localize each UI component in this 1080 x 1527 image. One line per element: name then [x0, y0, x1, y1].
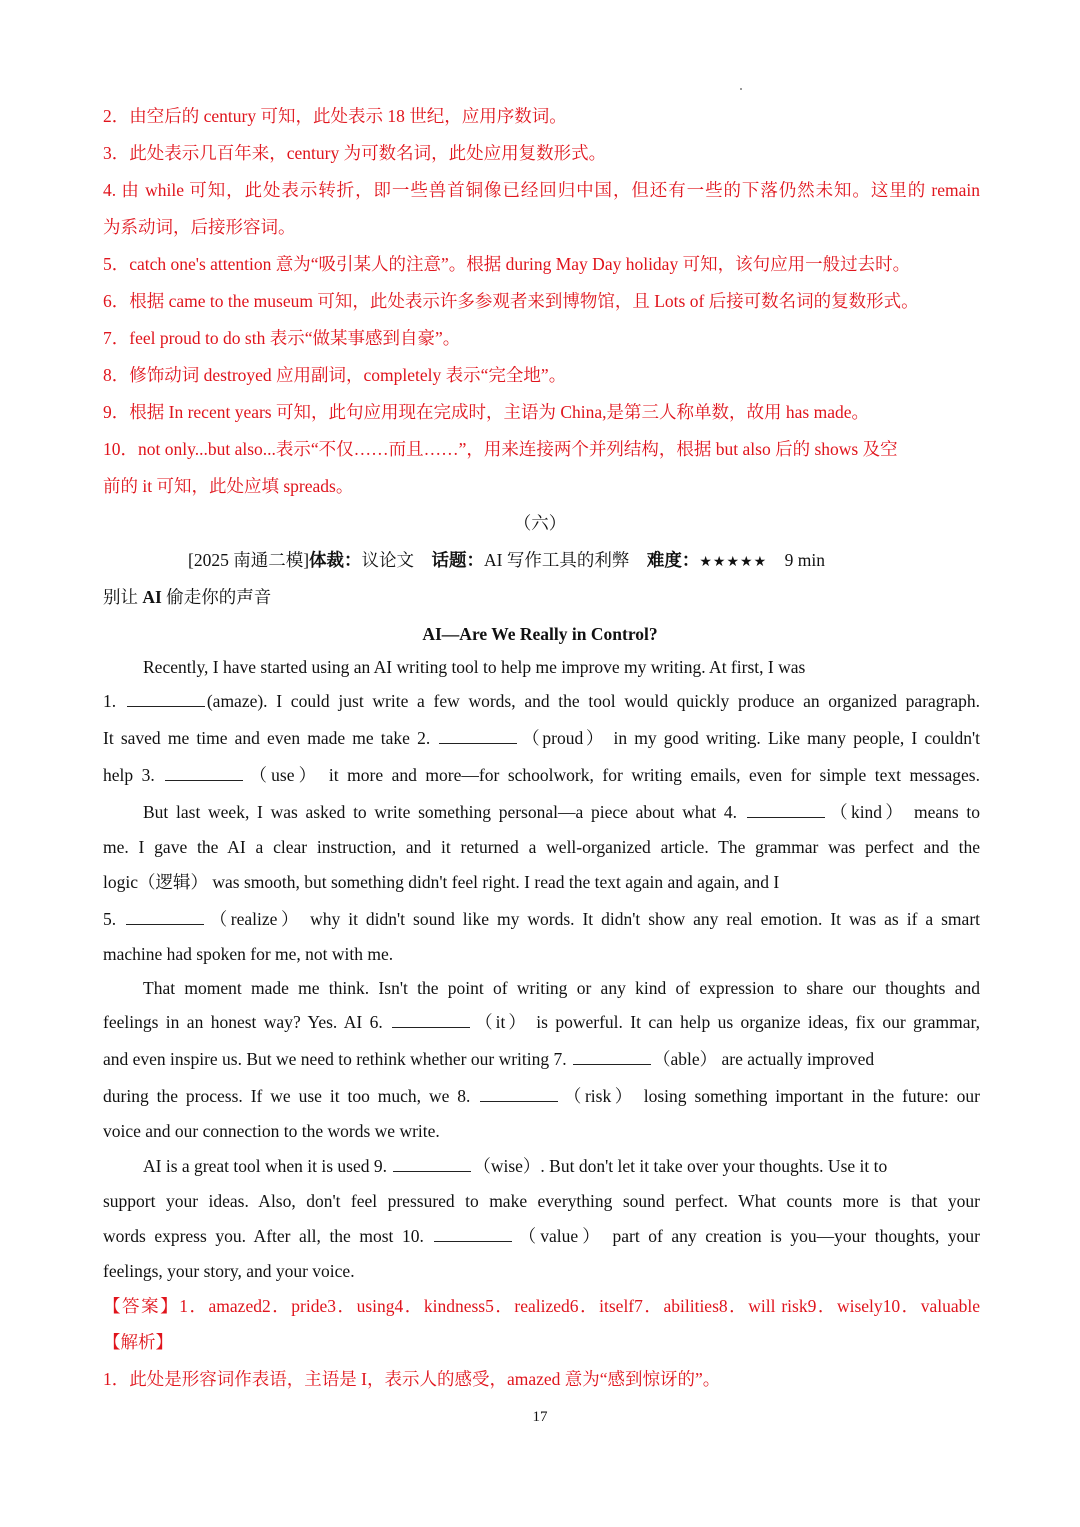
explanation-line: 9．根据 In recent years 可知，此句应用现在完成时，主语为 China,是第三人称单数，故用 has made。	[103, 402, 870, 422]
analysis-label: 【解析】	[103, 1332, 173, 1352]
passage-line: logic（逻辑） was smooth, but something didn't feel right. I read the text again and again, and I	[103, 872, 780, 892]
explanation-line: 8．修饰动词 destroyed 应用副词，completely 表示“完全地”。	[103, 365, 567, 385]
blank-6[interactable]	[392, 1012, 470, 1028]
passage-line: 5. （realize） why it didn't sound like my words. It didn't show any real emotion. It was as if a smart	[103, 909, 981, 929]
blank-1[interactable]	[127, 691, 205, 707]
speck	[740, 88, 742, 90]
blank-4[interactable]	[747, 802, 825, 818]
passage-line: But last week, I was asked to write something personal—a piece about what 4. （kind） means to	[143, 802, 980, 822]
passage-line: help 3. （use） it more and more—for schoolwork, for writing emails, even for simple text messages.	[103, 765, 980, 785]
section-meta	[188, 548, 825, 575]
page-number: 17	[532, 1409, 548, 1425]
blank-8[interactable]	[480, 1086, 558, 1102]
explanation-line: 2．由空后的 century 可知，此处表示 18 世纪，应用序数词。	[103, 106, 567, 126]
passage-line: It saved me time and even made me take 2. （proud） in my good writing. Like many people, I couldn't	[103, 728, 980, 748]
passage-line: voice and our connection to the words we write.	[103, 1121, 440, 1141]
meta-genre: 议论文	[361, 550, 415, 570]
article-title: AI—Are We Really in Control?	[422, 624, 658, 644]
answer-line	[103, 1294, 980, 1318]
passage-line: support your ideas. Also, don't feel pressured to make everything sound perfect. What counts more is that your	[103, 1191, 980, 1211]
passage-line: That moment made me think. Isn't the point of writing or any kind of expression to share our thoughts and	[143, 978, 980, 998]
explanation-line: 7．feel proud to do sth 表示“做某事感到自豪”。	[103, 328, 461, 348]
blank-7[interactable]	[573, 1049, 651, 1065]
blank-9[interactable]	[393, 1156, 471, 1172]
passage-line: during the process. If we use it too much, we 8. （risk） losing something important in the future: our	[103, 1086, 980, 1106]
difficulty-stars: ★★★★★	[699, 555, 768, 570]
passage-line: words express you. After all, the most 10. （value） part of any creation is you—your thoughts, your	[103, 1226, 981, 1246]
meta-source: [2025 南通二模]	[188, 550, 310, 570]
explanation-line: 前的 it 可知，此处应填 spreads。	[103, 476, 354, 496]
blank-5[interactable]	[126, 909, 204, 925]
passage-line: me. I gave the AI a clear instruction, and it returned a well-organized article. The grammar was perfect and the	[103, 837, 980, 857]
meta-topic: AI 写作工具的利弊	[484, 550, 630, 570]
subtitle: 别让 AI 偷走你的声音	[103, 587, 272, 607]
passage-line: and even inspire us. But we need to rethink whether our writing 7. （able） are actually improved	[103, 1049, 875, 1069]
answer-text: 1．amazed2．pride3．using4．kindness5．realized6．itself7．abilities8．will risk9．wisely10．valuable	[179, 1296, 980, 1316]
passage-line: feelings, your story, and your voice.	[103, 1261, 355, 1281]
explanation-line: 10．not only...but also...表示“不仅……而且……”，用来连接两个并列结构，根据 but also 后的 shows 及空	[103, 439, 898, 459]
passage-line: 1. (amaze). I could just write a few words, and the tool would quickly produce an organized paragraph.	[103, 691, 981, 711]
section-number: （六）	[513, 513, 567, 533]
passage-line: feelings in an honest way? Yes. AI 6. （it） is powerful. It can help us organize ideas, fix our grammar,	[103, 1012, 980, 1032]
explanation-line: 5．catch one's attention 意为“吸引某人的注意”。根据 during May Day holiday 可知，该句应用一般过去时。	[103, 254, 911, 274]
meta-topic-label: 话题：	[431, 550, 485, 570]
explanation-line: 3．此处表示几百年来，century 为可数名词，此处应用复数形式。	[103, 143, 607, 163]
answer-label: 【答案】	[103, 1296, 180, 1316]
explanation-line: 4. 由 while 可知，此处表示转折，即一些兽首铜像已经回归中国，但还有一些的下落仍然未知。这里的 remain	[103, 180, 980, 200]
analysis-item: 1．此处是形容词作表语，主语是 I，表示人的感受，amazed 意为“感到惊讶的”。	[103, 1369, 721, 1389]
blank-3[interactable]	[165, 765, 243, 781]
passage-line: AI is a great tool when it is used 9. （wise）. But don't let it take over your thoughts. Use it to	[143, 1156, 888, 1176]
meta-difficulty-label: 难度：	[646, 550, 700, 570]
meta-time: 9 min	[784, 550, 825, 570]
meta-genre-label: 体裁：	[309, 550, 362, 570]
blank-2[interactable]	[439, 728, 517, 744]
explanation-line: 为系动词，后接形容词。	[103, 217, 296, 237]
blank-10[interactable]	[434, 1226, 512, 1242]
passage-line: Recently, I have started using an AI writing tool to help me improve my writing. At first, I was	[143, 657, 806, 677]
passage-line: machine had spoken for me, not with me.	[103, 944, 394, 964]
explanation-line: 6．根据 came to the museum 可知，此处表示许多参观者来到博物馆，且 Lots of 后接可数名词的复数形式。	[103, 291, 919, 311]
